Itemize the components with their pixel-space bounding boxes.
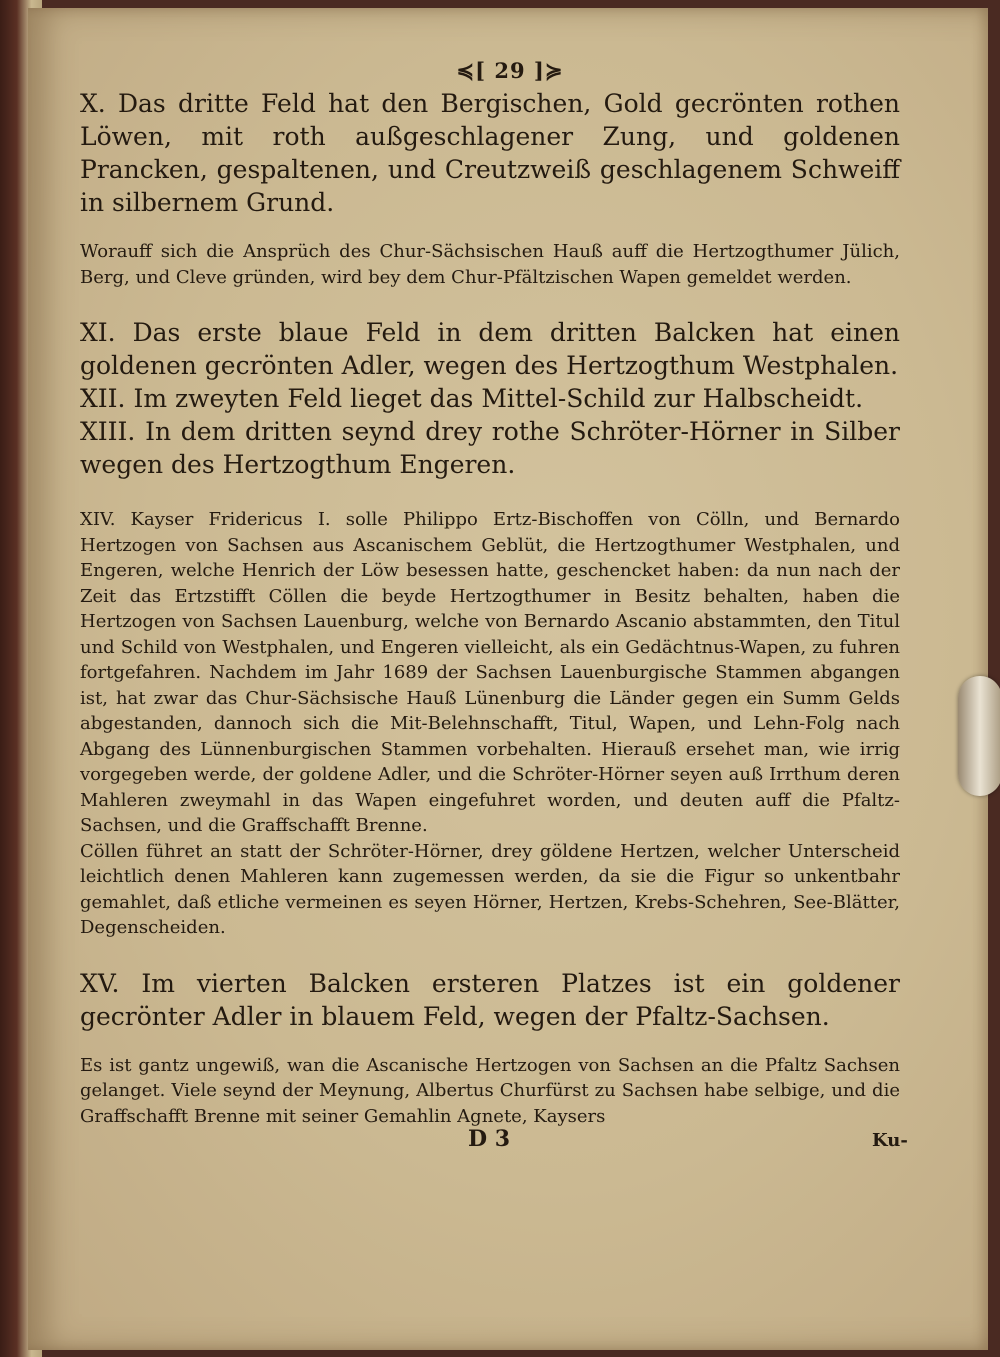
page-clip (958, 676, 1000, 796)
paragraph-xiii: XIII. In dem dritten seynd drey rothe Schröter-Hörner in Silber wegen des Hertzogthum Engeren. (80, 417, 900, 479)
paragraph-xv: XV. Im vierten Balcken ersteren Platzes ist ein goldener gecrönter Adler in blauem Feld, wegen der Pfaltz-Sachsen. (80, 968, 900, 1031)
signature-mark: D 3 (468, 1126, 511, 1152)
paragraph-coellen: Cöllen führet an statt der Schröter-Hörner, drey göldene Hertzen, welcher Unterscheid leichtlich denen Mahleren kann zugemessen werden, da sie die Figur so unkentbahr gemahlet, daß etliche vermeinen es seyen Hörner, Hertzen, Krebs-Schehren, See-Blätter, Degenscheiden. (80, 840, 900, 938)
book-page (28, 8, 988, 1350)
paragraph-xi: XI. Das erste blaue Feld in dem dritten Balcken hat einen goldenen gecrönten Adler, wegen des Hertzogthum Westphalen. (80, 318, 900, 380)
paragraph-xii: XII. Im zweyten Feld lieget das Mittel-Schild zur Halbscheidt. (80, 384, 864, 413)
paragraph-ascanian: Es ist gantz ungewiß, wan die Ascanische Hertzogen von Sachsen an die Pfaltz Sachsen gelanget. Viele seynd der Meynung, Albertus Churfürst zu Sachsen habe selbige, und die Graffschafft Brenne mit seiner Gemahlin Agnete, Kaysers (80, 1054, 900, 1127)
paragraph-xiv: XIV. Kayser Fridericus I. solle Philippo Ertz-Bischoffen von Cölln, und Bernardo Hertzogen von Sachsen aus Ascanischem Geblüt, die Hertzogthumer Westphalen, und Engeren, welche Henrich der Löw besessen hatte, geschencket haben: da nun nach der Zeit das Ertzstifft Cöllen die beyde Hertzogthumer in Besitz behalten, haben die Hertzogen von Sachsen Lauenburg, welche von Bernardo Ascanio abstammten, den Titul und Schild von Westphalen, und Engeren vielleicht, als ein Gedächtnus-Wapen, zu fuhren fortgefahren. Nachdem im Jahr 1689 der Sachsen Lauenburgische Stammen abgangen ist, hat zwar das Chur-Sächsische Hauß Lünenburg die Länder gegen ein Summ Gelds abgestanden, dannoch sich die Mit-Belehnschafft, Titul, Wapen, und Lehn-Folg nach Abgang des Lünnenburgischen Stammen vorbehalten. Hierauß ersehet man, wie irrig vorgegeben werde, der goldene Adler, und die Schröter-Hörner seyen auß Irrthum deren Mahleren zweymahl in das Wapen eingefuhret worden, und deuten auff die Pfaltz-Sachsen, und die Graffschafft Brenne. (80, 509, 900, 836)
paragraph-claims: Worauff sich die Ansprüch des Chur-Sächsischen Hauß auff die Hertzogthumer Jülich, Berg, und Cleve gründen, wird bey dem Chur-Pfältzischen Wapen gemeldet werden. (80, 241, 900, 288)
catchword: Ku- (872, 1130, 908, 1151)
page-text (80, 58, 900, 1129)
page-number-header: ≼[ 29 ]≽ (456, 58, 564, 83)
paragraph-x: X. Das dritte Feld hat den Bergischen, Gold gecrönten rothen Löwen, mit roth außgeschlagener Zung, und goldenen Prancken, gespaltenen, und Creutzweiß geschlagenem Schweiff in silbernem Grund. (80, 89, 900, 217)
